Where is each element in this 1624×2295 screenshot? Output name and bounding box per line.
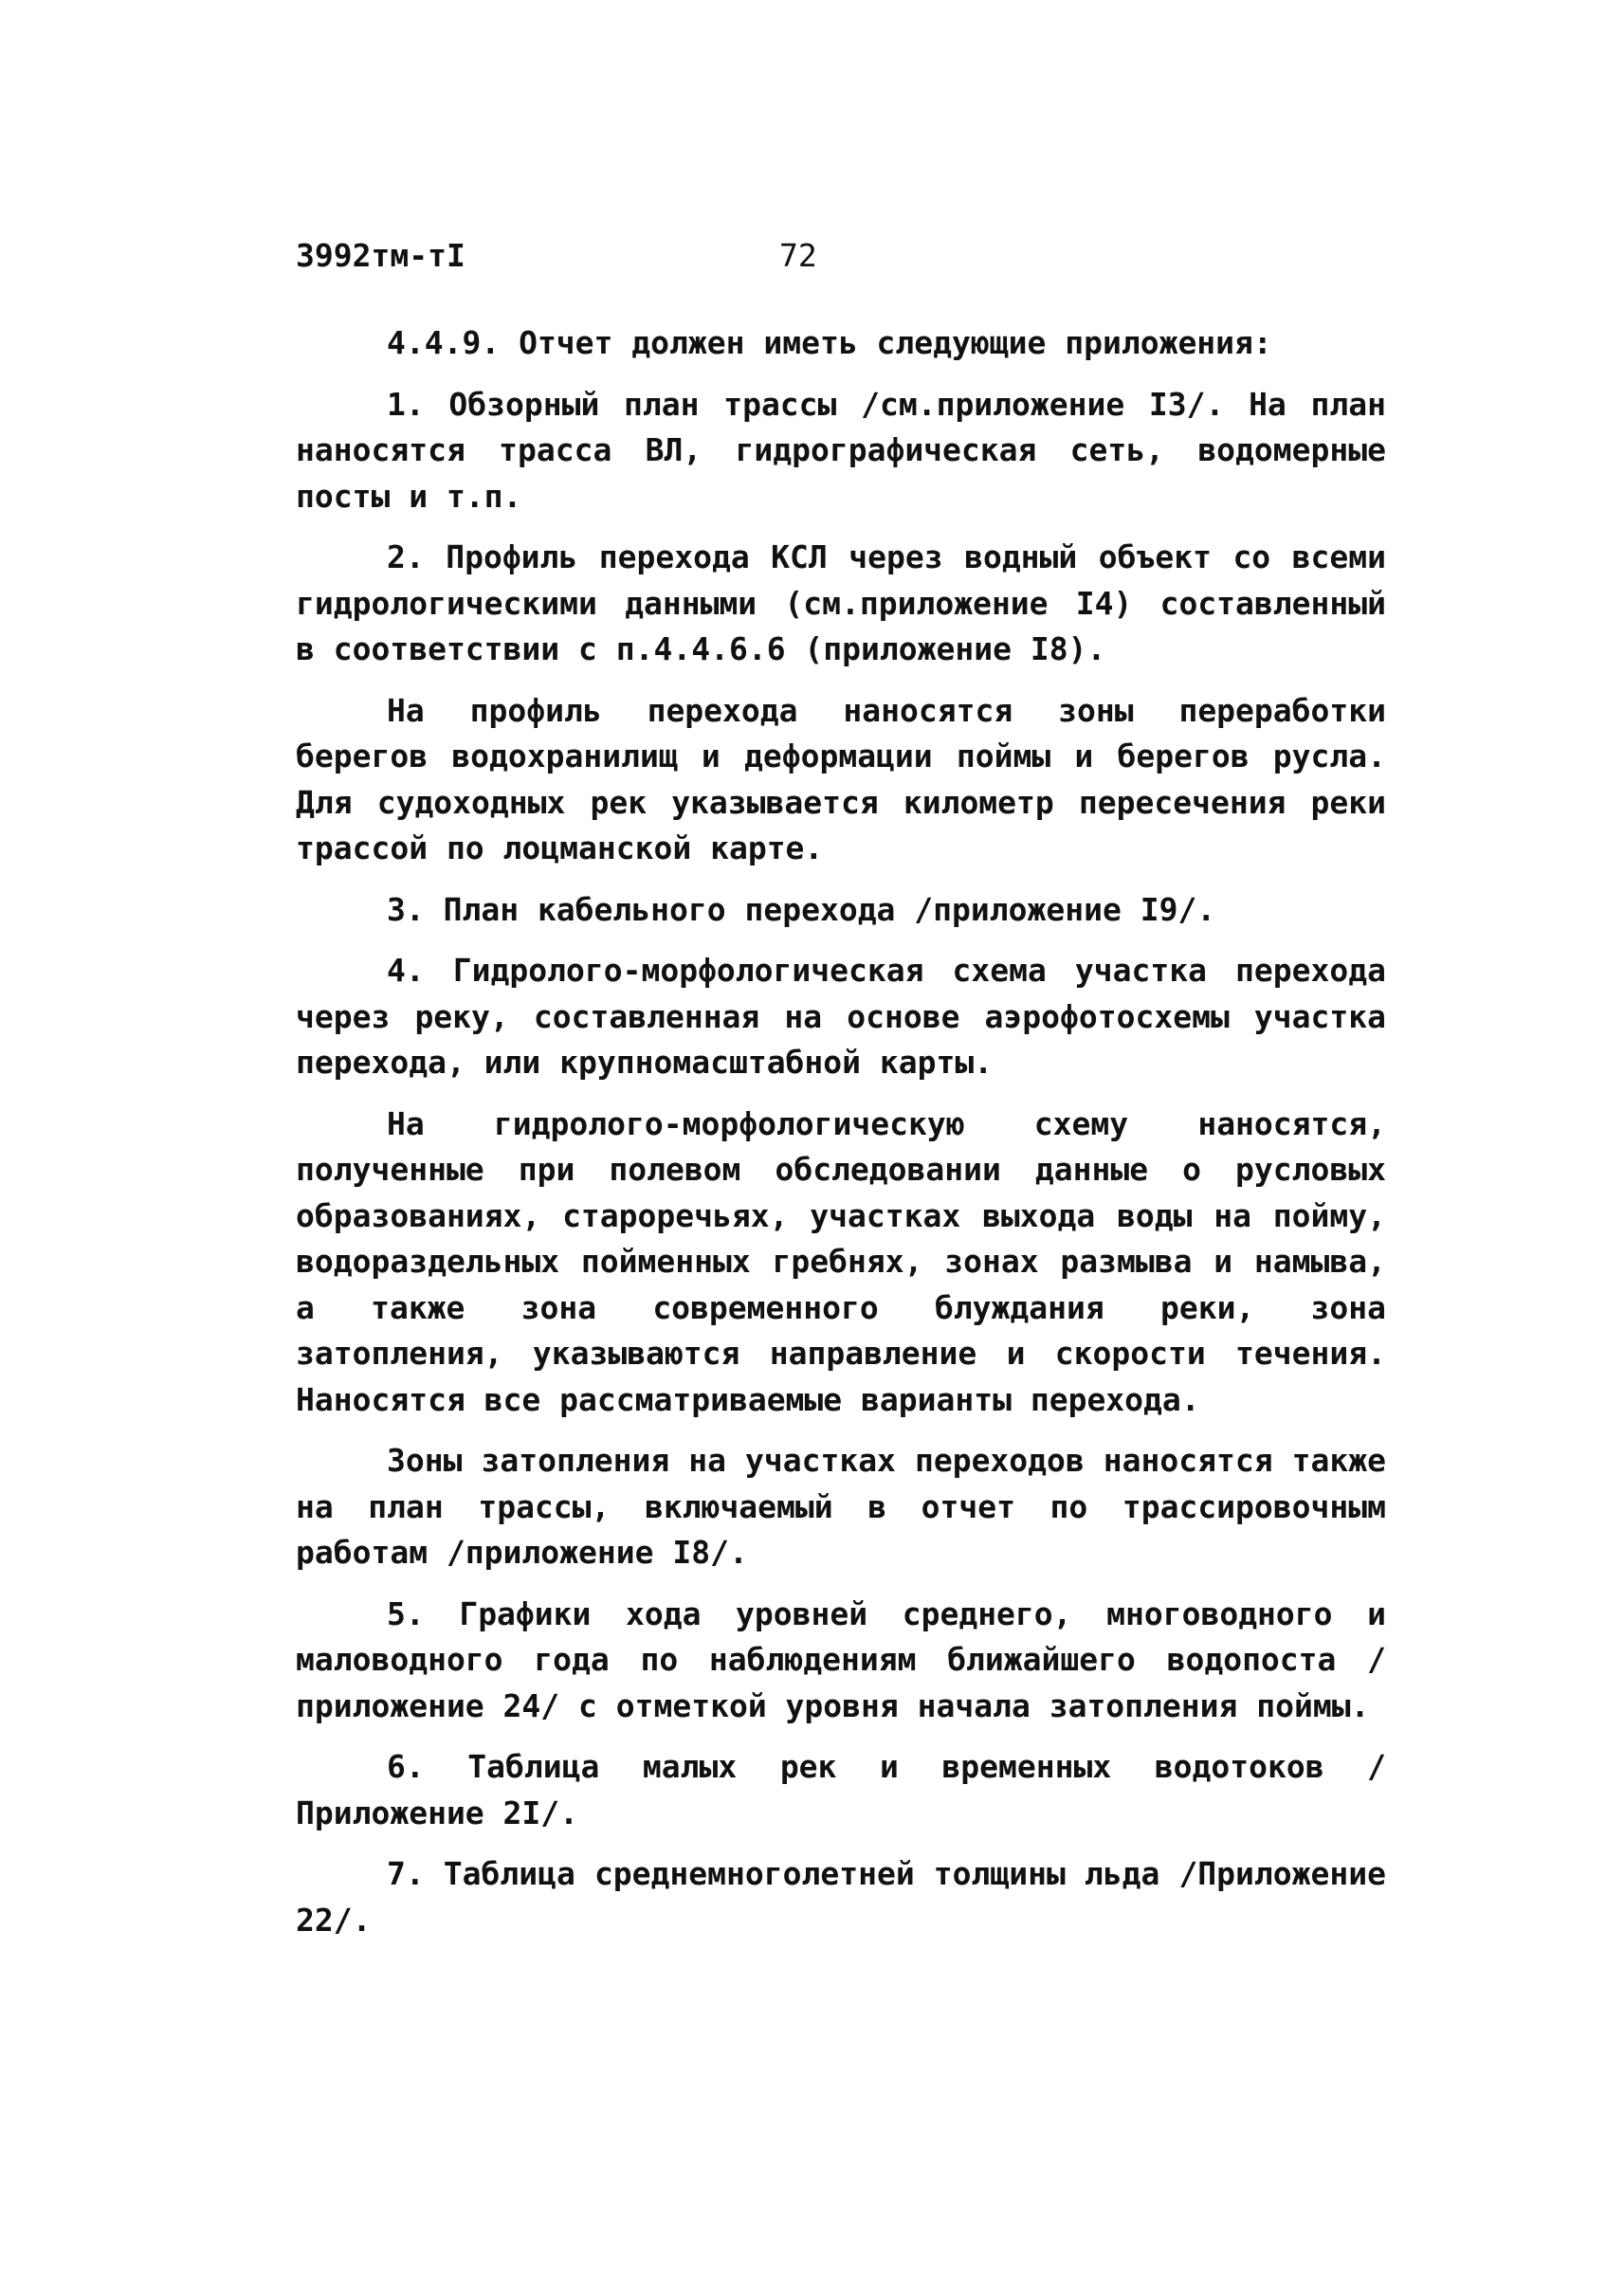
paragraph-scheme-notes: На гидролого-морфологическую схему наносятся, полученные при полевом обследовании данные о русловых образованиях, старoречьях, участках выхода воды на пойму, водораздельных пойменных гребнях, зонах размыва и намыва, а также зона современного блуждания реки, зона затопления, указываются направление и скорости течения. Наносятся все рассматриваемые варианты перехода. — [296, 1104, 1386, 1418]
list-item-4: 4. Гидролого-морфологическая схема участка перехода через реку, составленная на основе аэрофотосхемы участка перехода, или крупномасштабной карты. — [296, 952, 1386, 1081]
paragraph-profile-notes: На профиль перехода наносятся зоны переработки берегов водохранилищ и деформации поймы и берегов русла. Для судоходных рек указывается километр пересечения реки трассой по лоцманской карте. — [296, 691, 1386, 866]
document-body — [296, 320, 1386, 1958]
list-item-6: 6. Таблица малых рек и временных водотоков /Приложение 2I/. — [296, 1748, 1386, 1831]
paragraph-flood-zones: Зоны затопления на участках переходов наносятся также на план трассы, включаемый в отчет по трассировочным работам /приложение I8/. — [296, 1442, 1386, 1571]
section-heading: 4.4.9. Отчет должен иметь следующие приложения: — [387, 324, 1272, 361]
list-item-7: 7. Таблица среднемноголетней толщины льда /Приложение 22/. — [296, 1855, 1386, 1939]
document-code: 3992тм-тI — [296, 237, 465, 274]
list-item-2: 2. Профиль перехода КСЛ через водный объект со всеми гидрологическими данными (см.приложение I4) составленный в соответствии с п.4.4.6.6 (приложение I8). — [296, 538, 1386, 667]
list-item-5: 5. Графики хода уровней среднего, многоводного и маловодного года по наблюдениям ближайшего водопоста /приложение 24/ с отметкой уровня начала затопления поймы. — [296, 1594, 1386, 1724]
page-header — [296, 237, 827, 275]
page-number: 72 — [779, 237, 817, 274]
list-item-3: 3. План кабельного перехода /приложение I9/. — [387, 890, 1216, 928]
list-item-1: 1. Обзорный план трассы /см.приложение I3/. На план наносятся трасса ВЛ, гидрографическая сеть, водомерные посты и т.п. — [296, 385, 1386, 515]
